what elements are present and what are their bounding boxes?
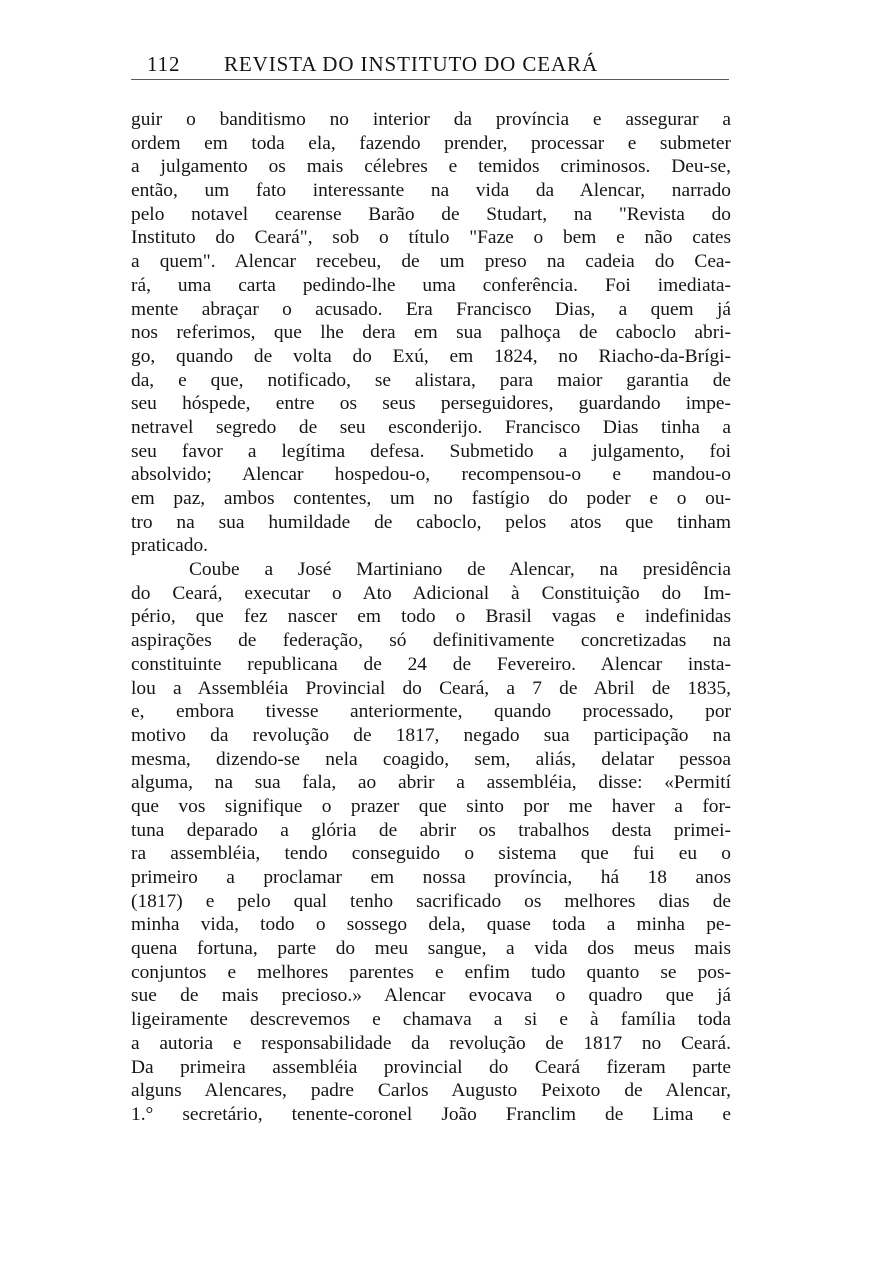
page-number: 112 xyxy=(147,52,181,76)
text-line: mente abraçar o acusado. Era Francisco Dias, a quem já xyxy=(131,298,731,320)
text-line: ordem em toda ela, fazendo prender, processar e submeter xyxy=(131,132,731,154)
text-line: lou a Assembléia Provincial do Ceará, a 7 de Abril de 1835, xyxy=(131,677,731,699)
paragraph-first-line: Coube a José Martiniano de Alencar, na presidência xyxy=(189,559,731,581)
text-line: guir o banditismo no interior da província e assegurar a xyxy=(131,109,731,130)
text-line: (1817) e pelo qual tenho sacrificado os melhores dias de xyxy=(131,890,731,912)
text-line: da, e que, notificado, se alistara, para maior garantia de xyxy=(131,369,731,391)
text-line: seu hóspede, entre os seus perseguidores, guardando impe- xyxy=(131,393,731,415)
text-line: que vos signifique o prazer que sinto por me haver a for- xyxy=(131,795,731,817)
text-line: minha vida, todo o sossego dela, quase toda a minha pe- xyxy=(131,914,731,936)
paragraph-end-line: praticado. xyxy=(131,535,208,557)
text-line: Instituto do Ceará", sob o título "Faze o bem e não cates xyxy=(131,227,731,249)
text-line: ra assembléia, tendo conseguido o sistema que fui eu o xyxy=(131,843,731,865)
text-line: pelo notavel cearense Barão de Studart, na "Revista do xyxy=(131,203,731,225)
text-line: pério, que fez nascer em todo o Brasil vagas e indefinidas xyxy=(131,606,731,628)
text-line: a quem". Alencar recebeu, de um preso na cadeia do Cea- xyxy=(131,251,731,273)
text-line: alguns Alencares, padre Carlos Augusto Peixoto de Alencar, xyxy=(131,1080,731,1102)
text-line: do Ceará, executar o Ato Adicional à Constituição do Im- xyxy=(131,582,731,604)
text-line: tro na sua humildade de caboclo, pelos atos que tinham xyxy=(131,511,731,533)
text-line: ligeiramente descrevemos e chamava a si e à família toda xyxy=(131,1009,731,1031)
text-line: sue de mais precioso.» Alencar evocava o quadro que já xyxy=(131,985,731,1007)
body-text xyxy=(131,108,731,1127)
text-line: tuna deparado a glória de abrir os trabalhos desta primei- xyxy=(131,819,731,841)
text-line: e, embora tivesse anteriormente, quando processado, por xyxy=(131,701,731,723)
text-line: Da primeira assembléia provincial do Ceará fizeram parte xyxy=(131,1056,731,1078)
text-line: absolvido; Alencar hospedou-o, recompensou-o e mandou-o xyxy=(131,464,731,486)
text-line: 1.° secretário, tenente-coronel João Franclim de Lima e xyxy=(131,1103,731,1125)
text-line: rá, uma carta pedindo-lhe uma conferência. Foi imediata- xyxy=(131,274,731,296)
text-line: mesma, dizendo-se nela coagido, sem, aliás, delatar pessoa xyxy=(131,748,731,770)
text-line: conjuntos e melhores parentes e enfim tudo quanto se pos- xyxy=(131,961,731,983)
text-line: nos referimos, que lhe dera em sua palhoça de caboclo abri- xyxy=(131,322,731,344)
text-line: netravel segredo de seu esconderijo. Francisco Dias tinha a xyxy=(131,416,731,438)
text-line: alguma, na sua fala, ao abrir a assembléia, disse: «Permití xyxy=(131,772,731,794)
text-line: quena fortuna, parte do meu sangue, a vida dos meus mais xyxy=(131,938,731,960)
running-title: REVISTA DO INSTITUTO DO CEARÁ xyxy=(224,52,599,76)
text-line: a julgamento os mais célebres e temidos criminosos. Deu-se, xyxy=(131,156,731,178)
text-line: seu favor a legítima defesa. Submetido a julgamento, foi xyxy=(131,440,731,462)
page-header xyxy=(131,52,729,82)
text-line: motivo da revolução de 1817, negado sua participação na xyxy=(131,724,731,746)
text-line: constituinte republicana de 24 de Fevereiro. Alencar insta- xyxy=(131,653,731,675)
header-rule xyxy=(131,79,729,80)
text-line: a autoria e responsabilidade da revolução de 1817 no Ceará. xyxy=(131,1032,731,1054)
text-line: go, quando de volta do Exú, em 1824, no Riacho-da-Brígi- xyxy=(131,345,731,367)
text-line: primeiro a proclamar em nossa província, há 18 anos xyxy=(131,867,731,888)
text-line: então, um fato interessante na vida da Alencar, narrado xyxy=(131,180,731,202)
text-line: em paz, ambos contentes, um no fastígio do poder e o ou- xyxy=(131,488,731,509)
text-line: aspirações de federação, só definitivamente concretizadas na xyxy=(131,630,731,652)
